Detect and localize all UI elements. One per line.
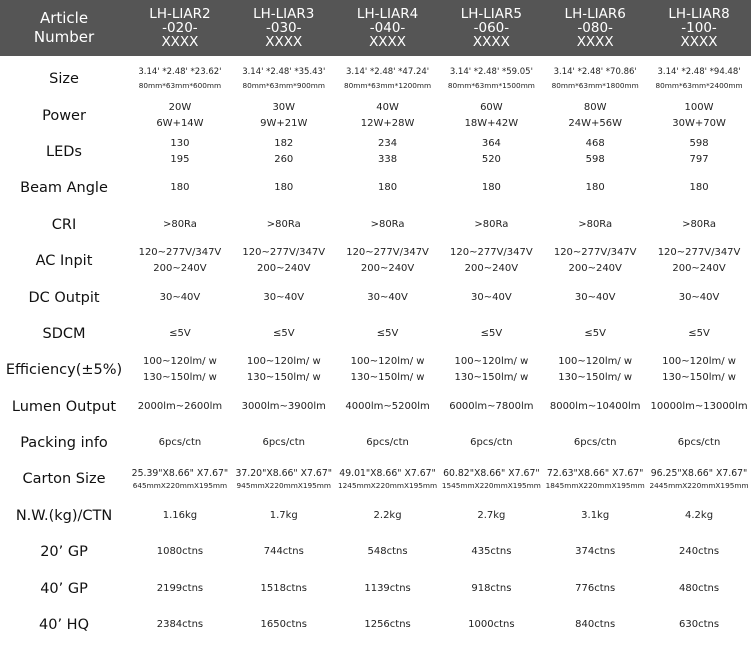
model-header-l3: XXXX: [265, 34, 303, 50]
spec-cell: [128, 352, 232, 388]
spec-row: [0, 570, 751, 606]
spec-cell: [336, 607, 440, 643]
model-header: [128, 0, 232, 56]
model-header-l1: LH-LIAR3: [253, 6, 315, 22]
cell-line-1: 180: [481, 182, 501, 194]
spec-row: [0, 461, 751, 497]
spec-cell: [128, 498, 232, 534]
cell-line-1: 364: [481, 137, 501, 149]
spec-row: [0, 498, 751, 534]
spec-cell: [336, 134, 440, 170]
cell-line-1: 120~277V/347V: [450, 247, 533, 259]
spec-cell: [647, 207, 751, 243]
cell-line-1: 598: [689, 137, 709, 149]
cell-line-2: 195: [170, 153, 190, 165]
row-label: 40’ GP: [40, 580, 88, 597]
row-label: CRI: [51, 216, 77, 233]
spec-cell: [336, 461, 440, 497]
cell-line-1: 234: [378, 137, 398, 149]
model-header-l2: -030-: [265, 20, 302, 36]
cell-line-1: 6pcs/ctn: [366, 437, 409, 449]
spec-cell: [128, 389, 232, 425]
spec-cell: [647, 534, 751, 570]
cell-line-1: 6000lm~7800lm: [449, 400, 534, 412]
cell-line-1: 120~277V/347V: [346, 247, 429, 259]
row-label: SDCM: [42, 325, 86, 342]
cell-line-1: 2.2kg: [373, 509, 402, 521]
row-label: AC Inpit: [35, 253, 93, 270]
cell-line-2: 598: [585, 153, 605, 165]
cell-line-1: >80Ra: [266, 218, 301, 230]
spec-cell: [647, 498, 751, 534]
cell-line-2: 645mmX220mmX195mm: [132, 480, 228, 490]
spec-cell: [647, 607, 751, 643]
cell-line-1: 120~277V/347V: [242, 247, 326, 259]
spec-cell: [543, 97, 647, 133]
cell-line-1: 2199ctns: [156, 582, 204, 594]
spec-row: [0, 316, 751, 352]
cell-line-1: 8000lm~10400lm: [549, 400, 641, 412]
cell-line-2: 80mm*63mm*600mm: [138, 81, 222, 91]
cell-line-1: 180: [274, 182, 294, 194]
spec-cell: [232, 534, 336, 570]
article-label-line1: Article: [39, 9, 89, 27]
cell-line-1: 30~40V: [678, 291, 720, 303]
cell-line-1: 60W: [480, 101, 503, 113]
cell-line-1: 548ctns: [367, 546, 408, 558]
spec-cell: [543, 425, 647, 461]
cell-line-1: 72.63"X8.66" X7.67": [546, 467, 644, 479]
spec-cell: [543, 316, 647, 352]
spec-cell: [439, 352, 543, 388]
spec-cell: [647, 461, 751, 497]
spec-cell: [543, 134, 647, 170]
cell-line-1: 37.20"X8.66" X7.67": [235, 467, 333, 479]
spec-cell: [336, 97, 440, 133]
cell-line-2: 200~240V: [360, 263, 415, 275]
model-header-l2: -040-: [369, 20, 406, 36]
cell-line-1: 6pcs/ctn: [677, 437, 721, 449]
spec-row: [0, 389, 751, 425]
cell-line-1: 100~120lm/ w: [246, 356, 321, 368]
cell-line-1: 1.16kg: [162, 509, 198, 521]
cell-line-1: 744ctns: [263, 546, 304, 558]
spec-cell: [439, 207, 543, 243]
spec-cell: [232, 279, 336, 315]
spec-cell: [543, 61, 647, 97]
cell-line-1: 776ctns: [575, 582, 616, 594]
cell-line-1: 40W: [376, 101, 399, 113]
cell-line-1: ≤5V: [272, 327, 295, 339]
cell-line-1: ≤5V: [688, 327, 710, 339]
spec-cell: [647, 570, 751, 606]
spec-cell: [232, 607, 336, 643]
cell-line-2: 1845mmX220mmX195mm: [545, 480, 645, 490]
cell-line-2: 80mm*63mm*1800mm: [551, 81, 639, 91]
cell-line-1: 10000lm~13000lm: [650, 400, 748, 412]
cell-line-2: 12W+28W: [360, 117, 415, 129]
cell-line-1: 6pcs/ctn: [573, 437, 617, 449]
spec-cell: [543, 607, 647, 643]
row-label: DC Outpit: [28, 289, 100, 306]
model-header: [543, 0, 647, 56]
spec-cell: [336, 352, 440, 388]
spec-cell: [439, 279, 543, 315]
cell-line-2: 1545mmX220mmX195mm: [441, 480, 541, 490]
spec-cell: [128, 316, 232, 352]
spec-cell: [128, 607, 232, 643]
row-label: LEDs: [46, 143, 82, 160]
model-header-l2: -100-: [681, 20, 717, 36]
spec-cell: [232, 207, 336, 243]
cell-line-2: 130~150lm/ w: [558, 372, 633, 384]
cell-line-1: 840ctns: [575, 619, 616, 631]
spec-cell: [336, 570, 440, 606]
spec-row: [0, 207, 751, 243]
cell-line-1: 180: [585, 182, 605, 194]
model-header-l3: XXXX: [472, 34, 510, 50]
spec-cell: [439, 61, 543, 97]
cell-line-1: 49.01"X8.66" X7.67": [339, 467, 436, 479]
spec-row: [0, 534, 751, 570]
cell-line-1: 60.82"X8.66" X7.67": [443, 467, 540, 479]
spec-cell: [439, 243, 543, 279]
row-label: Packing info: [20, 435, 108, 452]
row-label: 20’ GP: [40, 544, 88, 561]
spec-cell: [647, 316, 751, 352]
cell-line-2: 18W+42W: [464, 117, 519, 129]
cell-line-2: 200~240V: [568, 263, 622, 275]
cell-line-1: 180: [170, 182, 190, 194]
row-label: 40’ HQ: [39, 617, 90, 634]
spec-cell: [647, 425, 751, 461]
cell-line-1: 120~277V/347V: [138, 247, 222, 259]
cell-line-2: 520: [481, 153, 501, 165]
spec-cell: [232, 461, 336, 497]
spec-row: [0, 352, 751, 388]
spec-cell: [647, 243, 751, 279]
cell-line-2: 130~150lm/ w: [143, 372, 217, 384]
spec-row: [0, 134, 751, 170]
cell-line-1: 1256ctns: [364, 619, 411, 631]
spec-row: [0, 425, 751, 461]
cell-line-1: 30W: [272, 101, 296, 113]
model-header-l1: LH-LIAR2: [149, 6, 211, 22]
spec-cell: [439, 461, 543, 497]
spec-cell: [336, 389, 440, 425]
cell-line-1: 2384ctns: [156, 619, 204, 631]
spec-cell: [232, 243, 336, 279]
model-header-l1: LH-LIAR6: [564, 6, 626, 22]
row-label: Lumen Output: [11, 398, 117, 415]
spec-cell: [647, 389, 751, 425]
cell-line-2: 945mmX220mmX195mm: [236, 480, 331, 490]
cell-line-1: 30~40V: [471, 291, 512, 303]
cell-line-2: 30W+70W: [672, 117, 726, 129]
spec-row: [0, 97, 751, 133]
spec-cell: [647, 97, 751, 133]
cell-line-1: 30~40V: [263, 291, 305, 303]
spec-cell: [647, 170, 751, 206]
spec-cell: [128, 170, 232, 206]
cell-line-2: 80mm*63mm*1500mm: [447, 81, 535, 91]
cell-line-1: 4.2kg: [685, 509, 714, 521]
spec-cell: [543, 207, 647, 243]
cell-line-1: 2.7kg: [477, 509, 506, 521]
spec-cell: [439, 607, 543, 643]
spec-cell: [543, 389, 647, 425]
cell-line-1: 182: [274, 137, 294, 149]
spec-row: [0, 61, 751, 97]
cell-line-1: 240ctns: [679, 546, 720, 558]
spec-row: [0, 170, 751, 206]
model-header-l2: -080-: [577, 20, 613, 36]
header-row: [0, 0, 751, 56]
cell-line-1: 100~120lm/ w: [350, 356, 425, 368]
cell-line-2: 130~150lm/ w: [350, 372, 425, 384]
cell-line-1: >80Ra: [162, 218, 197, 230]
model-header-l1: LH-LIAR5: [460, 6, 522, 22]
spec-cell: [543, 534, 647, 570]
cell-line-1: 3.14' *2.48' *94.48': [657, 67, 741, 78]
spec-cell: [439, 134, 543, 170]
cell-line-1: 630ctns: [679, 619, 720, 631]
spec-cell: [232, 425, 336, 461]
spec-cell: [439, 170, 543, 206]
model-header-l2: -060-: [473, 20, 510, 36]
row-label: Efficiency(±5%): [5, 362, 123, 379]
model-header-l3: XXXX: [369, 34, 407, 50]
cell-line-1: >80Ra: [370, 218, 405, 230]
cell-line-2: 2445mmX220mmX195mm: [649, 480, 749, 490]
cell-line-2: 6W+14W: [156, 117, 204, 129]
cell-line-1: 435ctns: [471, 546, 512, 558]
spec-cell: [543, 461, 647, 497]
spec-cell: [128, 97, 232, 133]
spec-row: [0, 243, 751, 279]
cell-line-1: 374ctns: [575, 546, 616, 558]
cell-line-1: 100~120lm/ w: [662, 356, 736, 368]
cell-line-1: 1650ctns: [260, 619, 307, 631]
cell-line-2: 1245mmX220mmX195mm: [338, 480, 438, 490]
spec-cell: [232, 498, 336, 534]
cell-line-1: >80Ra: [578, 218, 613, 230]
cell-line-2: 260: [274, 153, 294, 165]
spec-cell: [232, 316, 336, 352]
cell-line-1: 3.14' *2.48' *70.86': [553, 67, 637, 78]
cell-line-1: ≤5V: [169, 327, 191, 339]
cell-line-1: 20W: [168, 101, 192, 113]
cell-line-2: 24W+56W: [568, 117, 622, 129]
row-label: Size: [49, 71, 79, 88]
spec-cell: [128, 534, 232, 570]
spec-cell: [128, 243, 232, 279]
model-header: [439, 0, 543, 56]
spec-cell: [232, 97, 336, 133]
article-number-header: [0, 0, 128, 56]
cell-line-1: 80W: [583, 101, 607, 113]
cell-line-1: 25.39"X8.66" X7.67": [131, 467, 229, 479]
cell-line-2: 200~240V: [672, 263, 726, 275]
model-header-l1: LH-LIAR8: [668, 6, 730, 22]
spec-cell: [543, 352, 647, 388]
cell-line-2: 80mm*63mm*2400mm: [655, 81, 743, 91]
spec-cell: [232, 134, 336, 170]
model-header-l2: -020-: [162, 20, 198, 36]
cell-line-1: >80Ra: [474, 218, 509, 230]
cell-line-1: 100~120lm/ w: [143, 356, 217, 368]
cell-line-2: 338: [378, 153, 398, 165]
spec-cell: [232, 170, 336, 206]
cell-line-1: 3.14' *2.48' *59.05': [449, 67, 533, 78]
spec-cell: [647, 134, 751, 170]
cell-line-1: 468: [585, 137, 605, 149]
spec-cell: [232, 352, 336, 388]
spec-cell: [439, 534, 543, 570]
cell-line-1: 1518ctns: [260, 582, 307, 594]
cell-line-2: 130~150lm/ w: [454, 372, 529, 384]
cell-line-1: ≤5V: [480, 327, 503, 339]
cell-line-1: 3.14' *2.48' *47.24': [346, 67, 430, 78]
cell-line-1: 30~40V: [159, 291, 201, 303]
spec-cell: [543, 279, 647, 315]
model-header-l3: XXXX: [161, 34, 199, 50]
cell-line-1: ≤5V: [584, 327, 606, 339]
cell-line-1: 3.14' *2.48' *23.62': [138, 67, 222, 78]
cell-line-1: 30~40V: [574, 291, 616, 303]
model-header: [336, 0, 440, 56]
spec-cell: [439, 570, 543, 606]
row-label: Carton Size: [22, 471, 106, 488]
cell-line-1: 180: [378, 182, 398, 194]
spec-cell: [647, 61, 751, 97]
spec-cell: [232, 570, 336, 606]
spec-cell: [439, 316, 543, 352]
cell-line-1: 1139ctns: [364, 582, 411, 594]
spec-cell: [336, 279, 440, 315]
row-label: Beam Angle: [20, 180, 108, 197]
cell-line-1: 120~277V/347V: [553, 247, 637, 259]
spec-cell: [128, 207, 232, 243]
model-header-l1: LH-LIAR4: [356, 6, 419, 22]
spec-cell: [336, 207, 440, 243]
spec-cell: [439, 389, 543, 425]
spec-cell: [336, 170, 440, 206]
cell-line-1: 120~277V/347V: [657, 247, 741, 259]
spec-cell: [128, 61, 232, 97]
cell-line-1: 1080ctns: [156, 546, 204, 558]
spec-cell: [336, 61, 440, 97]
cell-line-1: 6pcs/ctn: [158, 437, 202, 449]
spec-cell: [128, 279, 232, 315]
spec-cell: [336, 498, 440, 534]
spec-cell: [543, 243, 647, 279]
article-label-line2: Number: [33, 28, 95, 46]
spec-cell: [543, 170, 647, 206]
cell-line-1: 100W: [684, 101, 714, 113]
cell-line-2: 9W+21W: [260, 117, 308, 129]
cell-line-1: 4000lm~5200lm: [345, 400, 430, 412]
cell-line-1: 180: [689, 182, 709, 194]
spec-cell: [439, 97, 543, 133]
cell-line-1: 6pcs/ctn: [470, 437, 513, 449]
cell-line-2: 200~240V: [257, 263, 311, 275]
spec-cell: [128, 461, 232, 497]
cell-line-2: 200~240V: [153, 263, 207, 275]
spec-cell: [128, 425, 232, 461]
spec-row: [0, 607, 751, 643]
spec-cell: [232, 61, 336, 97]
model-header-l3: XXXX: [576, 34, 614, 50]
spec-cell: [543, 498, 647, 534]
row-label: N.W.(kg)/CTN: [15, 507, 113, 524]
cell-line-1: 1.7kg: [269, 509, 298, 521]
spec-cell: [647, 352, 751, 388]
cell-line-1: 1000ctns: [468, 619, 515, 631]
row-label: Power: [42, 107, 86, 124]
cell-line-1: 3.14' *2.48' *35.43': [242, 67, 326, 78]
spec-cell: [543, 570, 647, 606]
cell-line-1: 3.1kg: [581, 509, 610, 521]
cell-line-1: 918ctns: [471, 582, 512, 594]
cell-line-2: 200~240V: [464, 263, 519, 275]
cell-line-1: 130: [170, 137, 190, 149]
table-body: [0, 56, 751, 643]
cell-line-1: >80Ra: [682, 218, 717, 230]
cell-line-1: 100~120lm/ w: [454, 356, 529, 368]
table-header: [0, 0, 751, 56]
cell-line-1: 100~120lm/ w: [558, 356, 633, 368]
spec-cell: [232, 389, 336, 425]
spec-row: [0, 279, 751, 315]
spec-cell: [128, 570, 232, 606]
model-header: [232, 0, 336, 56]
cell-line-1: 96.25"X8.66" X7.67": [650, 467, 748, 479]
spec-cell: [439, 425, 543, 461]
spec-cell: [336, 425, 440, 461]
cell-line-1: 2000lm~2600lm: [137, 400, 223, 412]
cell-line-1: 6pcs/ctn: [262, 437, 306, 449]
cell-line-1: ≤5V: [376, 327, 399, 339]
cell-line-2: 130~150lm/ w: [662, 372, 736, 384]
cell-line-2: 80mm*63mm*900mm: [242, 81, 325, 91]
cell-line-1: 3000lm~3900lm: [241, 400, 326, 412]
spec-cell: [336, 243, 440, 279]
spec-cell: [647, 279, 751, 315]
model-header-l3: XXXX: [680, 34, 718, 50]
cell-line-2: 80mm*63mm*1200mm: [344, 81, 432, 91]
spec-cell: [128, 134, 232, 170]
cell-line-2: 130~150lm/ w: [246, 372, 321, 384]
spec-cell: [439, 498, 543, 534]
spec-cell: [336, 316, 440, 352]
cell-line-1: 480ctns: [679, 582, 720, 594]
model-header: [647, 0, 751, 56]
cell-line-2: 797: [689, 153, 709, 165]
cell-line-1: 30~40V: [367, 291, 408, 303]
spec-cell: [336, 534, 440, 570]
